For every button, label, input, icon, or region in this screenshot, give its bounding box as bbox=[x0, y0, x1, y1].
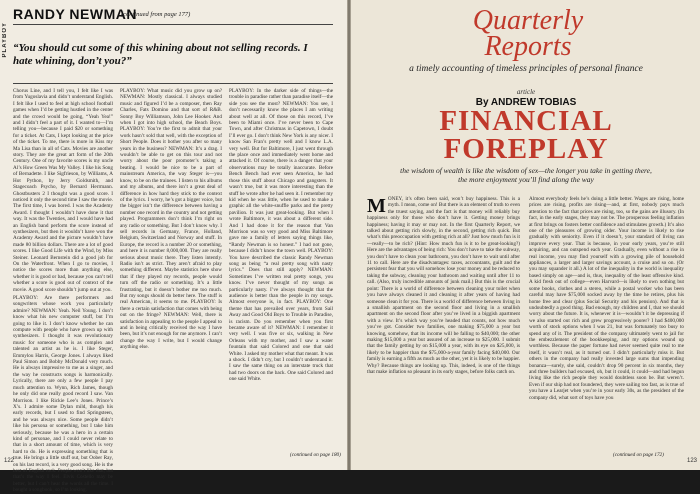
byline: By ANDREW TOBIAS bbox=[475, 97, 577, 108]
section-title-line-1: Quarterly bbox=[472, 5, 584, 36]
article-column-1 bbox=[367, 196, 520, 458]
article-column-1 bbox=[13, 88, 113, 494]
header-rule bbox=[13, 24, 333, 25]
section-title-line-2: Reports bbox=[484, 31, 572, 62]
pull-quote-rule bbox=[13, 83, 333, 84]
headline bbox=[361, 107, 691, 163]
magazine-side-label: PLAYBOY bbox=[2, 22, 8, 58]
column-1-text: ONEY, it’s often been said, won’t buy happiness. This is a myth. I mean, come on! But there is an element of truth to even the truest saying, and the fact is that money will reliably buy happiness only for those who don’t have it. Getting money brings happiness; having it may or may not. In the first Quarterly Report, we talked about getting rich slowly, in the second, getting rich quick. But what’s this preoccupation with getting rich at all? Just how much fun is it—really—to be rich? (Hint: How much fun is it to be great-looking?) Here are the advantages of being rich: You don’t have to take the subway, you don’t have to clean your bathroom, you don’t have to wait until after 11 to call. Here are the disadvantages: taxes, accountants, guilt and the persistent fear that you will somehow lose your money and be reduced to taking the subway, cleaning your bathroom and waiting until after 11 to call. (Also, truly incredible amounts of junk mail.) But this is the crucial point: There is a world of difference between cleaning your toilet when you have always cleaned it and cleaning it after years of having had someone clean it for you. There is a world of difference between living in a smallish apartment on the second floor and living in a smallish apartment on the second floor after you’ve lived in a biggish apartment with a view. It’s which way you’re headed that counts, not how much you’ve got. Consider two families, one making $75,000 a year but knowing, somehow, that its income will be falling to $40,000; the other making $15,000 a year but assured of an increase to $25,000. I submit that the family getting by on $15,000 a year, with its eye on $25,000, is likely to be happier than the $75,000-a-year family facing $40,000. Our family is earning a fifth as much as the other, yet it is likely to be happier. Why? Because things are looking up. This, indeed, is one of the things that make inflation so pleasant in its early stages, before folks catch on. bbox=[367, 196, 520, 375]
section-subtitle: a timely accounting of timeless principles of personal finance bbox=[409, 64, 643, 74]
article-column-2 bbox=[529, 196, 684, 452]
section-title bbox=[423, 5, 633, 62]
column-2-text: PLAYBOY: What music did you grow up on? NEWMAN: Mostly classical. I always studied music and figured I’d be a composer, then Ray Charles, Fats Domino and that sort of R&B. Sonny Boy Williamson, John Lee Hooker. And when I got into high school, the Beach Boys. PLAYBOY: You’re the first to admit that your work hasn’t sold that well, with the exception of Short People. Does it bother you after so many years in the business? NEWMAN: It’s a drag. I wouldn’t be able to get on this tour and not worry about the poor promoter’s taking a beating. I would be nice to be a part of mainstream America, the way Steger is—you know, to be on the trainees. I listen to his albums and my albums, and there isn’t a great deal of difference in how hard they stick to the context of the lyrics. I worry, he’s got a bigger voice, but the bigger isn’t the difference between having a number one record in the country and not getting played. Programmers don’t think I’m right on any radio or something. But I don’t know why. I sell records in Germany, France, Holland, Belgium, Switzerland and Norway and stuff. In Europe, the record is a number 20 or something, and here it is number 8,000,000. They are really serious about music there. They listen intently. Radio isn’t as strict. They aren’t afraid to play something different. Maybe statistics here show that if they played my records, people would turn off the radio or something. It’s a little frustrating, but it doesn’t bother me too much. But my songs should do better here. The stuff is real American, it seems to me. PLAYBOY: Is there a certain satisfaction that comes with being out on the fringe? NEWMAN: Well, there is satisfaction in appealing to the people I appeal to and in being critically received the way I have been, but it’s not enough for me anymore. I can’t change the way I write, but I would change anything else. bbox=[120, 88, 222, 351]
article-kicker: article bbox=[516, 88, 536, 96]
column-2-text: Almost everybody feels he’s doing a little better. Wages are rising, home prices are rising, profits are rising—and, at first, nobody pays much attention to the fact that prices are rising, too, so the gains are illusory. (In fact, in the early stages, they may not be. The prosperous feeling inflation at first brings on fosters better confidence and stimulates growth.) It’s also one of the pleasures of growing older. Your income is likely to rise gradually with seniority. Even if it doesn’t, your standard of living can improve every year. That is because, in your early years, you’re still acquiring, and can outspend each year. Gradually, even without a rise in real income, you may find yourself with a growing pile of household appliances, a larger and larger savings account, a cruise and so on. (Or you may squander it all.) A lot of the inequality in the world is inequality based simply on age—and is, thus, inequality of the least offensive kind. A kid fresh out of college—even Harvard—is likely to own nothing but some books, clothes and a stereo, while a postal worker who has been careful may have $75,000 socked away by the time he retires, plus his home free and clear (plus Social Security and his pension). And that is undoubtedly a good thing. Bad enough, my children and I, that we should worry about the future. It is, whenever it is—wouldn’t it be depressing if we also started out rich and grew progressively poorer? I had $400,000 worth of stock options when I was 21, but was fortunately too busy to spend any of it. The president of the company ultimately went to jail for the embezzlement of the bookkeeping, and my options wound up worthless. Because the paper fortune had never seemed quite real to me itself, it wasn’t real, as it turned out. I didn’t particularly miss it. But others in the company had really invested large sums that impending bonanza—surely, she said, couldn’t drop 90 percent in six months, they and three builders had excused, oh, but it could, it could—and had begun living like the rich people they would doubtless soon be. But weren’t. Even if our ship had not foundered, they were sailing too fast, as is true of you have a Learjet when you’re in your early 30s, as the president of the company did, what sort of toys have you bbox=[529, 196, 684, 401]
article-column-2 bbox=[120, 88, 222, 458]
continued-on-note: (continued on page 180) bbox=[290, 452, 341, 458]
headline-line-1: FINANCIAL bbox=[439, 105, 613, 137]
drop-cap: M bbox=[367, 195, 386, 217]
continued-from-note: (continued from page 177) bbox=[121, 11, 191, 18]
interview-subject-title: RANDY NEWMAN bbox=[13, 6, 137, 22]
pull-quote: “You should cut some of this whining about not selling records. I hate whining, don’t you?” bbox=[13, 42, 308, 67]
column-1-text-continued: PLAYBOY: Are there performers and songwriters whose work you particularly admire? NEWMAN: Yeah. Neil Young. I don’t know what his new computer stuff, but I’m going to like it. I don’t know whether he can compute with people who have grown up with synthesizers. I thought it was revolutionary music for someone who is as complex and talented an artist as he is. I like Steger, Emmylou Harris, George Jones. I always liked Paul Simon and Bobby McDonald very much. He is always impressive to me as a singer, and the way he constructs songs is harmonically. Lyrically, there are only a few people I pay much attention to. Wynn, Rich James, though he only did one really good record I saw. Van Morrison. I like Rickie Lee’s Jones. Prince’s X’s. I admire some Dylan mild, though his early records, but I used to find Springsteen, and he was always nice. Some people didn’t like his persona or something, but I take him seriously, because he was a hero in a certain kind of personae, and I could never relate to that in a short amount of time, which is very hard to do. He is expressing something that is true. He brings a little stuff out, but Oober Ray, on his last record, is a very good song. He is the best of English rock. People won’t like that, but that’s the way I feel. Elvis Costello may be better, but I can’t hear the words all the time. I bought a songbook, so I’m looking. bbox=[13, 295, 113, 494]
column-3-text: PLAYBOY: In the darker side of things—the trouble in paradise rather than paradise itself—the side you see the most? NEWMAN: You see, I don’t necessarily know the places I am writing about well at all. Of those on this record, I’ve been to Miami once. I’ve never been to Cape Town, and after Christmas in Capetown, I doubt I’ll ever go. I don’t think New York is any nicer. I know San Fran’s pretty well and I know L.A. very well. But for Baltimore, I just went through the place once and immediately went home and attacked it. Of course, there is a danger that your observations may be totally inaccurate. Before Bench Bench had ever seen America, he had those this stuff about Chicago and gangsters. It wasn’t true, but it was more interesting than the stuff he wrote after he had seen it. I remember my kid when he was little, when he used to make a graphic all the white-snuffle parks and the pretty pavilion. It was just great-looking. But when I wrote Baltimore, it was about a different side. And I had done it for the reason that Van Morrison was so very good and Miss Baltimore gave me a family of letters saying things like, “Randy Newman is so honest.” I had not gone, because I didn’t know the town well. PLAYBOY: You have described the classic Randy Newman song as being “a real pretty song with nasty lyrics.” Does that still apply? NEWMAN: Sometimes I’ve written real pretty songs, you know. I’ve never thought of my songs as particularly nasty. I’ve always thought that the audience is better than the people in my songs. Almost everyone is, in fact. PLAYBOY: One theme that has prevailed over years, from Sail Away and Good Old Boys to Trouble in Paradise, is racism. Do you remember when you first became aware of it? NEWMAN: I remember it very well. I was five or six, walking in New Orleans with my mother, and I saw a water fountain that said Colored and one that said White. I asked my mother what that meant. It was a shock. I didn’t cry, but I couldn’t understand it. I saw the same thing on an interstate truck that had two doors on the back. One said Colored and one said White. bbox=[229, 88, 333, 383]
article-column-3 bbox=[229, 88, 333, 450]
deck: the wisdom of wealth is like the wisdom of sex—the longer you take in getting there, the more enjoyment you’ll find along the way bbox=[400, 166, 652, 184]
column-1-text: Chorus Line, and I tell you, I felt like I was from Yugoslavia and didn’t understand English. I felt like I used to feel at high school football games when I’d be getting hustled in the center and the crowd would be going, “Yeah Yea!” and I didn’t feel a part of it. I wanted to—I’m telling you—because I paid $20 or something for a ticket. At Cats, I kept looking at the price of the ticket. To me, there is more in Kiss my Ma Lisa than in all of Cats. Movies are another story. They are the great art form of the 20th Century. One of my favorite scores is my uncle Al’s How Green Was My Valley. I like his Song of Bernadette. I like Sigfrieson, by Williams, A Hot Python, by Jerry Goldsmith, and Stagecoach Psycho, by Bernard Herrmann. Ghostbusters 2 I thought was a good score. I noticed it only the second time I saw the movie. The first time, I was bored. I was the Academy Award. I thought I wouldn’t have done it that way. It was the Twenties, and I would have had an English band perform the score instead of synthesizers, but then it wouldn’t have won the Academy Award and the picture wouldn’t have made 80 billion dollars. There are a lot of good scores. I like Good Life with the Wind, by Miss Steiner. Leonard Bernstein did a good job for On the Waterfront. When I go to movies, I notice the scores more than anything else, whether it is good or bad, because you can’t tell whether a score is good out of context of the movie. A good score shouldn’t jump out at you. bbox=[13, 88, 113, 293]
page-number-left: 122 bbox=[4, 458, 15, 464]
left-page bbox=[0, 0, 347, 494]
right-page bbox=[351, 0, 700, 470]
headline-line-2: FOREPLAY bbox=[443, 133, 609, 165]
page-number-right: 123 bbox=[687, 458, 698, 464]
continued-on-note: (continued on page 172) bbox=[613, 452, 664, 458]
column-1-paragraph bbox=[367, 196, 520, 375]
